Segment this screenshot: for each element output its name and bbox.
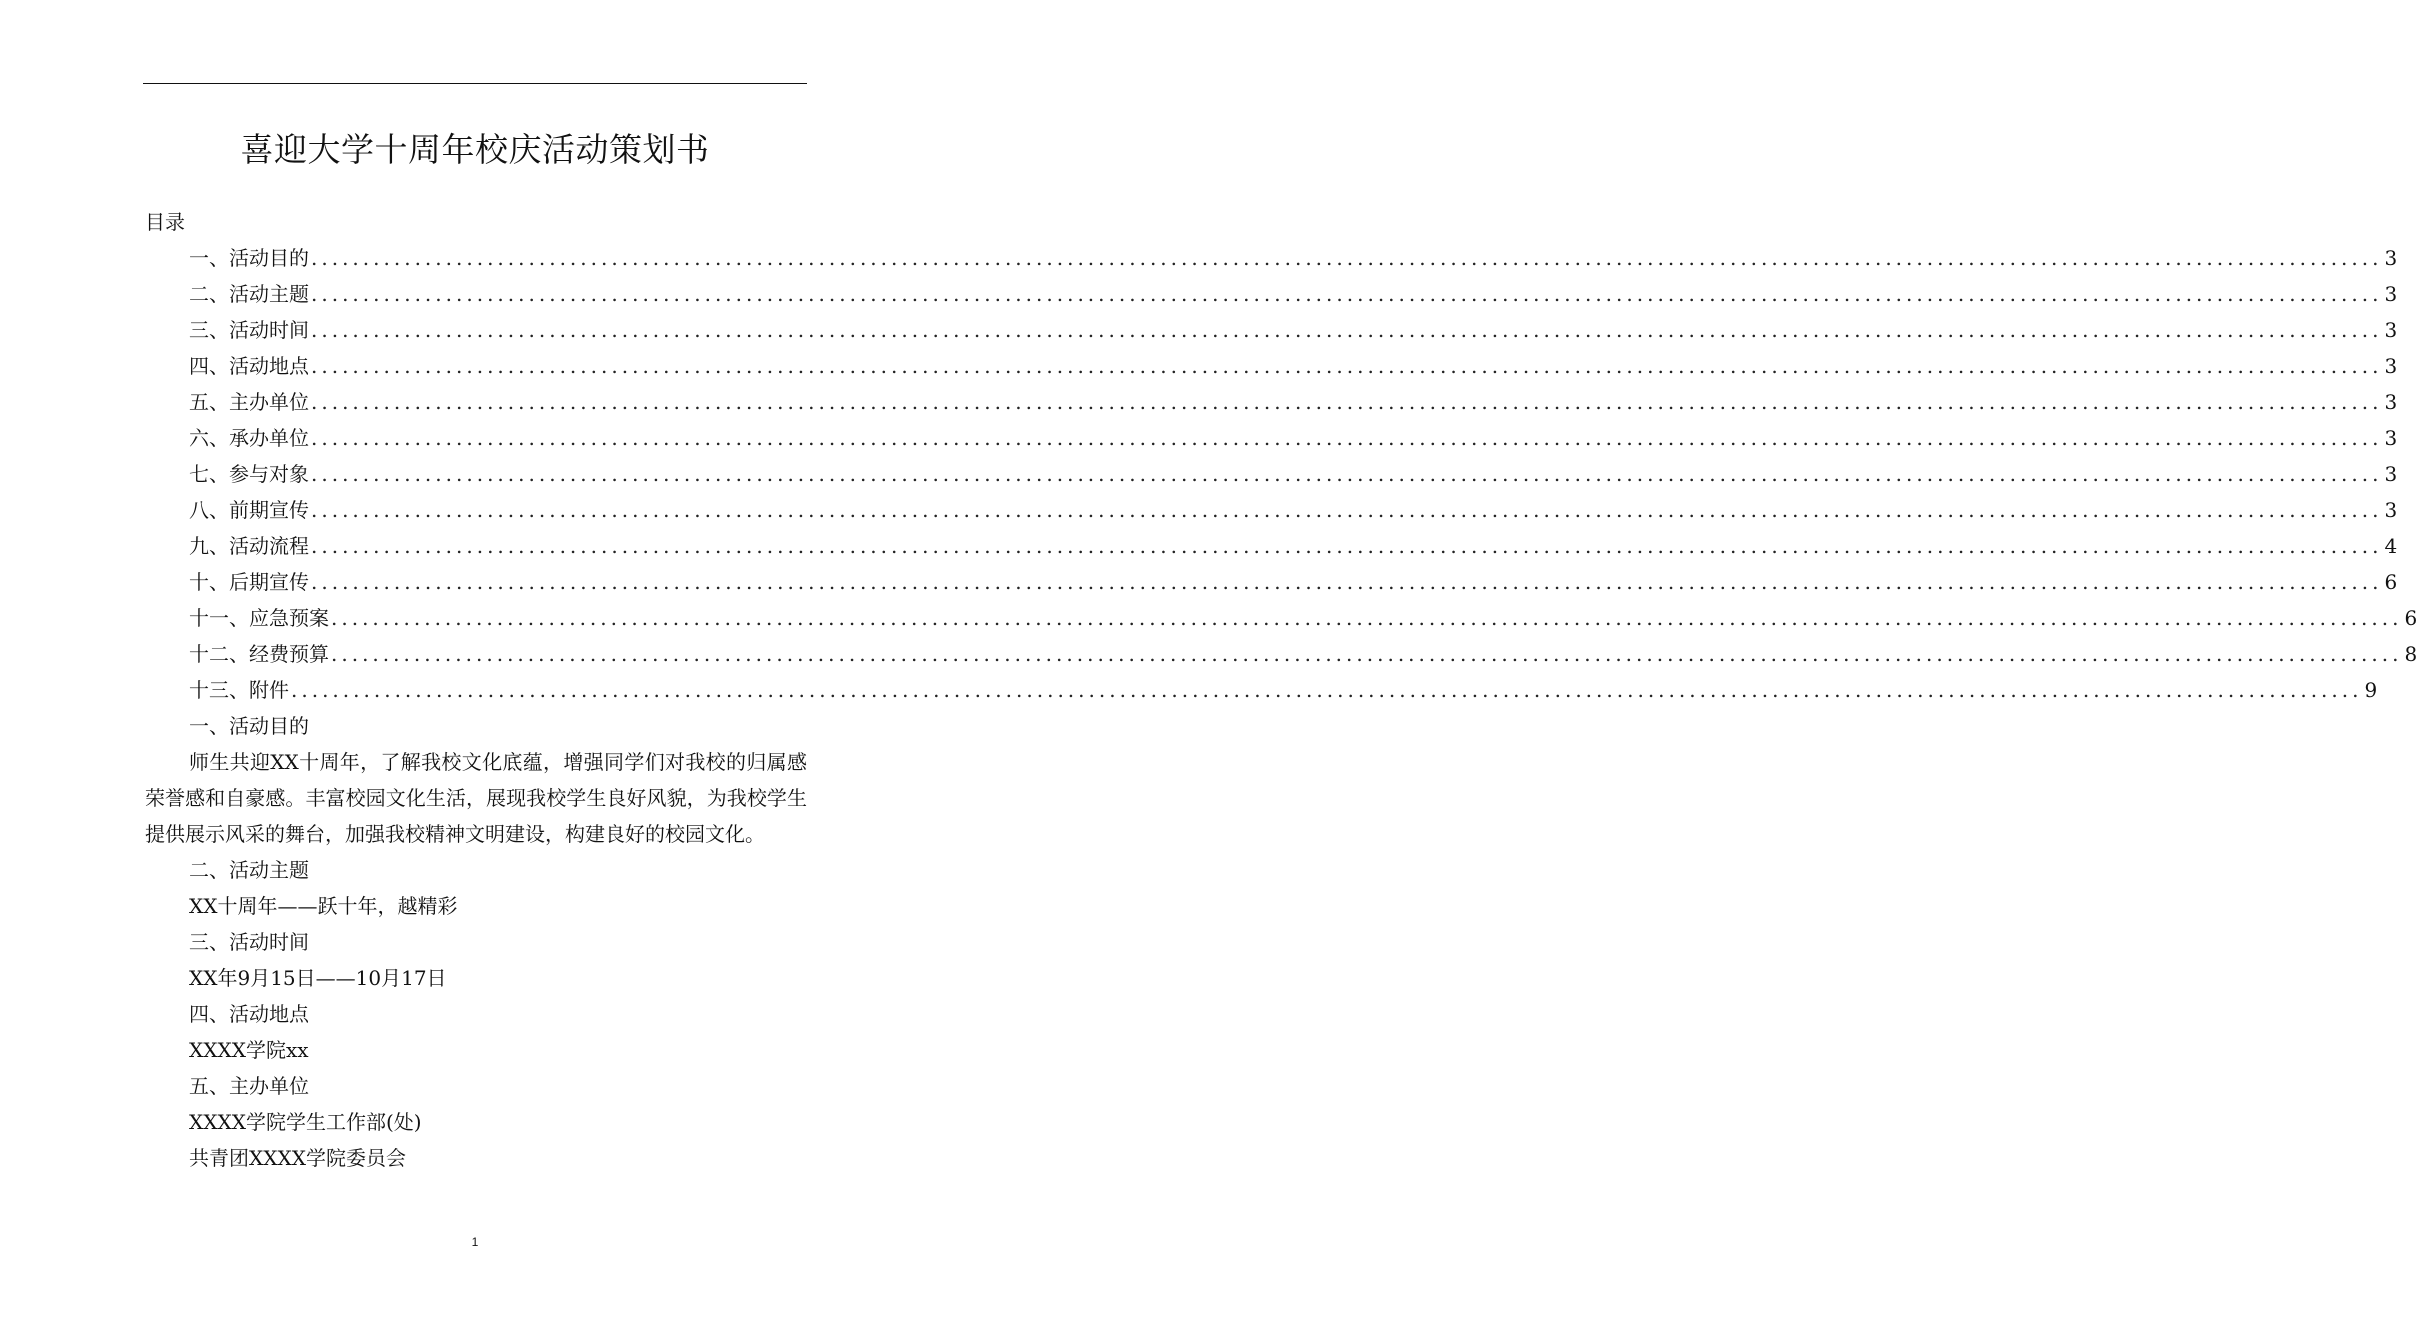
toc-entry-page: 3 <box>2384 246 2398 270</box>
toc-leader-dots: ........................................................................................................................................................................................................ <box>291 678 2363 702</box>
section-heading-host: 五、主办单位 <box>189 1074 309 1098</box>
section-heading-place: 四、活动地点 <box>189 1002 309 1026</box>
toc-entry[interactable] <box>145 636 2417 672</box>
document-body <box>145 204 2417 1176</box>
section-text-host-2: 共青团XXXX学院委员会 <box>189 1146 406 1170</box>
section-text-host-1: XXXX学院学生工作部(处) <box>189 1110 422 1134</box>
table-of-contents <box>145 240 2417 708</box>
toc-entry[interactable] <box>145 312 2398 348</box>
toc-leader-dots: ........................................................................................................................................................................................................ <box>311 246 2383 270</box>
toc-entry-page: 3 <box>2384 426 2398 450</box>
toc-entry-label: 十、后期宣传 <box>189 570 309 594</box>
toc-entry-page: 3 <box>2384 354 2398 378</box>
section-heading-time: 三、活动时间 <box>189 930 309 954</box>
toc-entry-label: 十二、经费预算 <box>189 642 329 666</box>
toc-entry-page: 3 <box>2384 462 2398 486</box>
toc-leader-dots: ........................................................................................................................................................................................................ <box>311 426 2383 450</box>
toc-leader-dots: ........................................................................................................................................................................................................ <box>311 390 2383 414</box>
section-heading-theme: 二、活动主题 <box>189 858 309 882</box>
toc-entry-label: 九、活动流程 <box>189 534 309 558</box>
toc-entry-page: 3 <box>2384 318 2398 342</box>
toc-entry-page: 6 <box>2384 570 2398 594</box>
section-heading-purpose: 一、活动目的 <box>189 714 309 738</box>
toc-entry[interactable] <box>145 276 2398 312</box>
toc-leader-dots: ........................................................................................................................................................................................................ <box>311 462 2383 486</box>
toc-entry-page: 3 <box>2384 498 2398 522</box>
toc-leader-dots: ........................................................................................................................................................................................................ <box>311 534 2383 558</box>
section-text-place: XXXX学院xx <box>189 1038 309 1062</box>
page-number: 1 <box>471 1235 479 1249</box>
toc-entry-page: 3 <box>2384 282 2398 306</box>
toc-entry[interactable] <box>145 384 2398 420</box>
toc-entry-label: 七、参与对象 <box>189 462 309 486</box>
toc-entry-page: 3 <box>2384 390 2398 414</box>
toc-entry-page: 6 <box>2404 606 2417 630</box>
section-text-purpose: 师生共迎XX十周年，了解我校文化底蕴，增强同学们对我校的归属感荣誉感和自豪感。丰富校园文化生活，展现我校学生良好风貌，为我校学生提供展示风采的舞台，加强我校精神文明建设，构建良好的校园文化。 <box>145 750 807 846</box>
toc-entry-page: 9 <box>2364 678 2378 702</box>
toc-entry-label: 一、活动目的 <box>189 246 309 270</box>
toc-entry[interactable] <box>145 492 2398 528</box>
toc-entry[interactable] <box>145 564 2398 600</box>
toc-leader-dots: ........................................................................................................................................................................................................ <box>311 498 2383 522</box>
toc-entry[interactable] <box>145 456 2398 492</box>
toc-entry-page: 4 <box>2384 534 2398 558</box>
toc-entry-label: 十三、附件 <box>189 678 289 702</box>
toc-leader-dots: ........................................................................................................................................................................................................ <box>311 318 2383 342</box>
toc-entry-label: 五、主办单位 <box>189 390 309 414</box>
toc-leader-dots: ........................................................................................................................................................................................................ <box>311 570 2383 594</box>
header-rule <box>143 83 807 84</box>
toc-entry-label: 六、承办单位 <box>189 426 309 450</box>
document-title: 喜迎大学十周年校庆活动策划书 <box>240 130 710 169</box>
toc-entry[interactable] <box>145 420 2398 456</box>
toc-entry[interactable] <box>145 600 2417 636</box>
toc-entry[interactable] <box>145 240 2398 276</box>
toc-entry-label: 三、活动时间 <box>189 318 309 342</box>
section-text-theme: XX十周年——跃十年，越精彩 <box>189 894 458 918</box>
toc-entry-label: 十一、应急预案 <box>189 606 329 630</box>
toc-leader-dots: ........................................................................................................................................................................................................ <box>331 642 2403 666</box>
toc-entry-label: 二、活动主题 <box>189 282 309 306</box>
toc-leader-dots: ........................................................................................................................................................................................................ <box>311 282 2383 306</box>
toc-entry[interactable] <box>145 348 2398 384</box>
toc-entry[interactable] <box>145 672 2378 708</box>
toc-heading: 目录 <box>145 210 185 234</box>
toc-entry-label: 四、活动地点 <box>189 354 309 378</box>
toc-entry-page: 8 <box>2404 642 2417 666</box>
toc-entry-label: 八、前期宣传 <box>189 498 309 522</box>
section-text-time: XX年9月15日——10月17日 <box>189 966 447 990</box>
toc-leader-dots: ........................................................................................................................................................................................................ <box>311 354 2383 378</box>
toc-entry[interactable] <box>145 528 2398 564</box>
toc-leader-dots: ........................................................................................................................................................................................................ <box>331 606 2403 630</box>
